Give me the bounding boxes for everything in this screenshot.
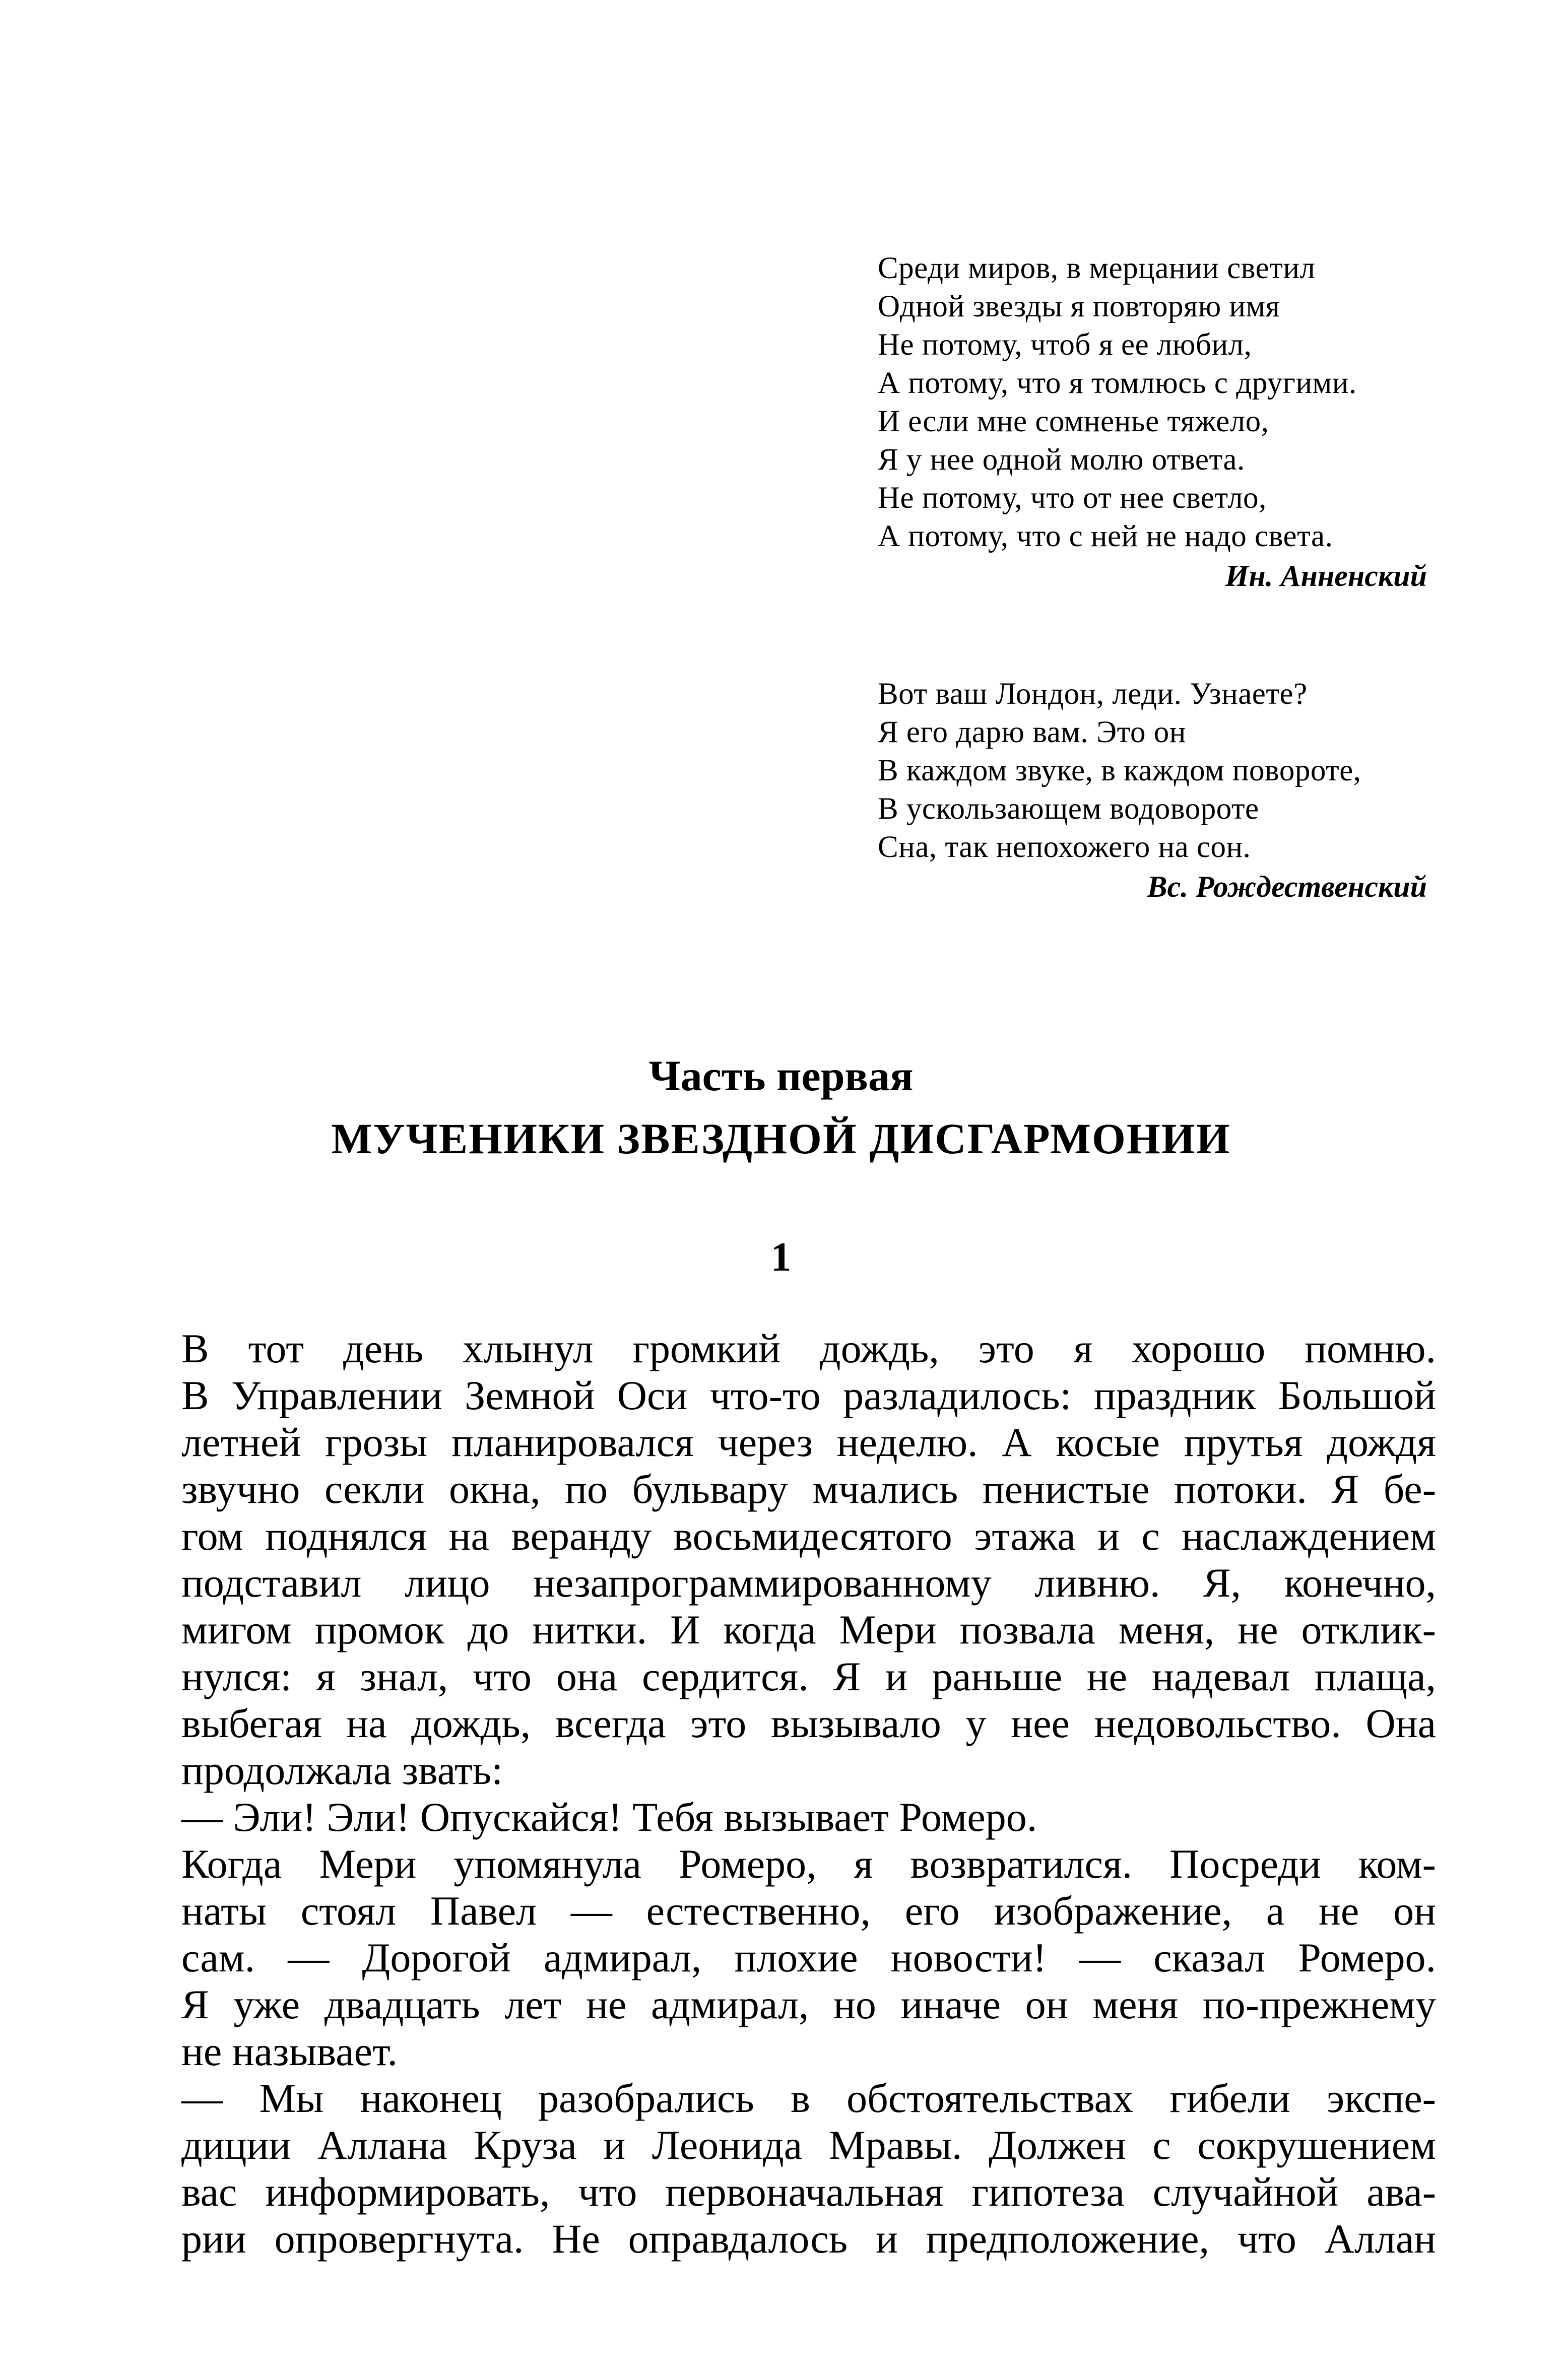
part-title: МУЧЕНИКИ ЗВЕЗДНОЙ ДИСГАРМОНИИ — [331, 1114, 1231, 1163]
body-line: В тот день хлынул громкий дождь, это я хорошо помню. — [181, 1326, 1436, 1371]
epigraph-rozhdestvensky — [878, 675, 1447, 907]
epigraph-line: Я его дарю вам. Это он — [878, 715, 1186, 749]
body-line: Когда Мери упомянула Ромеро, я возвратился. Посреди ком- — [181, 1841, 1436, 1887]
body-line: мигом промок до нитки. И когда Мери позвала меня, не отклик- — [181, 1607, 1436, 1652]
epigraph-line: Не потому, что от нее светло, — [878, 481, 1267, 515]
body-line: — Эли! Эли! Опускайся! Тебя вызывает Ромеро. — [181, 1794, 1037, 1840]
epigraph-line: А потому, что я томлюсь с другими. — [878, 366, 1357, 400]
body-line: Я уже двадцать лет не адмирал, но иначе он меня по-прежнему — [181, 1981, 1436, 2027]
epigraph-author: Ин. Анненский — [1225, 559, 1427, 592]
epigraph-line: А потому, что с ней не надо света. — [878, 519, 1333, 553]
chapter-number: 1 — [770, 1234, 792, 1280]
epigraph-line: Вот ваш Лондон, леди. Узнаете? — [878, 677, 1308, 711]
body-line: диции Аллана Круза и Леонида Мравы. Должен с сокрушением — [181, 2122, 1436, 2168]
part-label: Часть первая — [648, 1051, 914, 1100]
epigraph-line: В каждом звуке, в каждом повороте, — [878, 754, 1361, 787]
body-line: подставил лицо незапрограммированному ливню. Я, конечно, — [181, 1560, 1436, 1606]
body-line: летней грозы планировался через неделю. А косые прутья дождя — [181, 1419, 1436, 1465]
body-line: В Управлении Земной Оси что-то разладилось: праздник Большой — [181, 1372, 1436, 1418]
body-line: сам. — Дорогой адмирал, плохие новости! — сказал Ромеро. — [181, 1935, 1436, 1980]
epigraph-annensky — [878, 249, 1447, 596]
body-line: гом поднялся на веранду восьмидесятого этажа и с наслаждением — [181, 1513, 1436, 1559]
body-line: наты стоял Павел — естественно, его изображение, а не он — [181, 1888, 1436, 1934]
epigraph-line: Я у нее одной молю ответа. — [878, 443, 1245, 477]
epigraph-line: Среди миров, в мерцании светил — [878, 251, 1316, 285]
body-line: не называет. — [181, 2028, 398, 2074]
body-line: — Мы наконец разобрались в обстоятельствах гибели экспе- — [181, 2075, 1436, 2121]
body-line: звучно секли окна, по бульвару мчались пенистые потоки. Я бе- — [181, 1466, 1436, 1512]
body-line: нулся: я знал, что она сердится. Я и раньше не надевал плаща, — [181, 1654, 1436, 1699]
body-line: рии опровергнута. Не оправдалось и предположение, что Аллан — [181, 2216, 1436, 2262]
epigraph-line: Не потому, чтоб я ее любил, — [878, 328, 1252, 362]
body-line: продолжала звать: — [181, 1747, 503, 1793]
epigraph-line: Сна, так непохожего на сон. — [878, 830, 1251, 864]
body-line: выбегая на дождь, всегда это вызывало у нее недовольство. Она — [181, 1700, 1436, 1746]
chapter-body — [181, 1325, 1436, 2262]
body-line: вас информировать, что первоначальная гипотеза случайной ава- — [181, 2169, 1436, 2215]
epigraph-author: Вс. Рождественский — [1147, 870, 1427, 903]
epigraph-line: Одной звезды я повторяю имя — [878, 290, 1280, 323]
epigraph-line: В ускользающем водовороте — [878, 792, 1259, 826]
epigraph-line: И если мне сомненье тяжело, — [878, 405, 1269, 438]
